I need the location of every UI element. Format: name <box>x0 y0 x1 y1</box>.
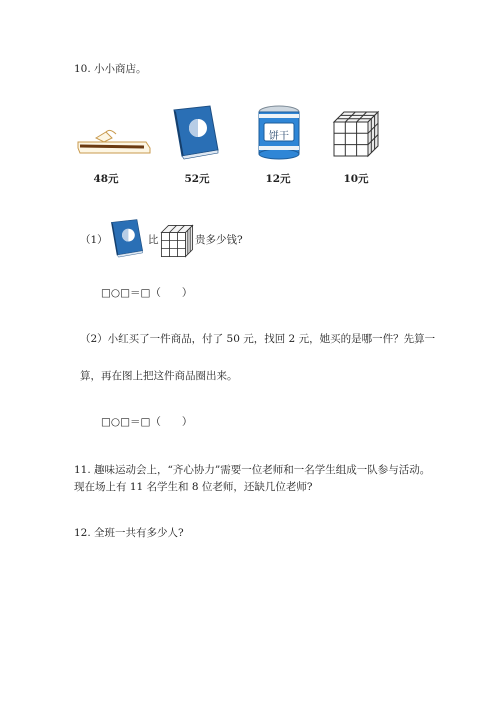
price-book: 52元 <box>184 173 210 185</box>
part2-line2: 算，再在图上把这件商品圈出来。 <box>80 370 238 382</box>
part1-number: （1） <box>80 234 108 246</box>
cube-small-icon <box>160 224 194 262</box>
q10-title: 10. 小小商店。 <box>74 63 147 75</box>
part1-question: 贵多少钱? <box>195 234 243 246</box>
price-biscuits: 12元 <box>265 173 291 185</box>
ruler-icon <box>76 126 152 162</box>
magic-cube-icon <box>332 110 380 162</box>
price-cube: 10元 <box>343 173 369 185</box>
part2-line1: （2）小红买了一件商品，付了 50 元，找回 2 元，她买的是哪一件？先算一 <box>80 333 436 345</box>
tin-label: 饼干 <box>269 131 289 142</box>
book-icon <box>172 104 220 164</box>
book-small-icon <box>110 218 144 262</box>
price-ruler: 48元 <box>93 173 119 185</box>
part2-formula: □○□＝□（ ） <box>101 416 193 428</box>
q11-line1: 11. 趣味运动会上，“齐心协力”需要一位老师和一名学生组成一队参与活动。 <box>74 464 431 476</box>
q11-line2: 现在场上有 11 名学生和 8 位老师，还缺几位老师? <box>74 481 313 493</box>
compare-word: 比 <box>148 234 159 246</box>
q12-text: 12. 全班一共有多少人? <box>74 527 184 539</box>
biscuit-tin-icon <box>257 104 301 164</box>
part1-formula: □○□＝□（ ） <box>101 287 193 299</box>
